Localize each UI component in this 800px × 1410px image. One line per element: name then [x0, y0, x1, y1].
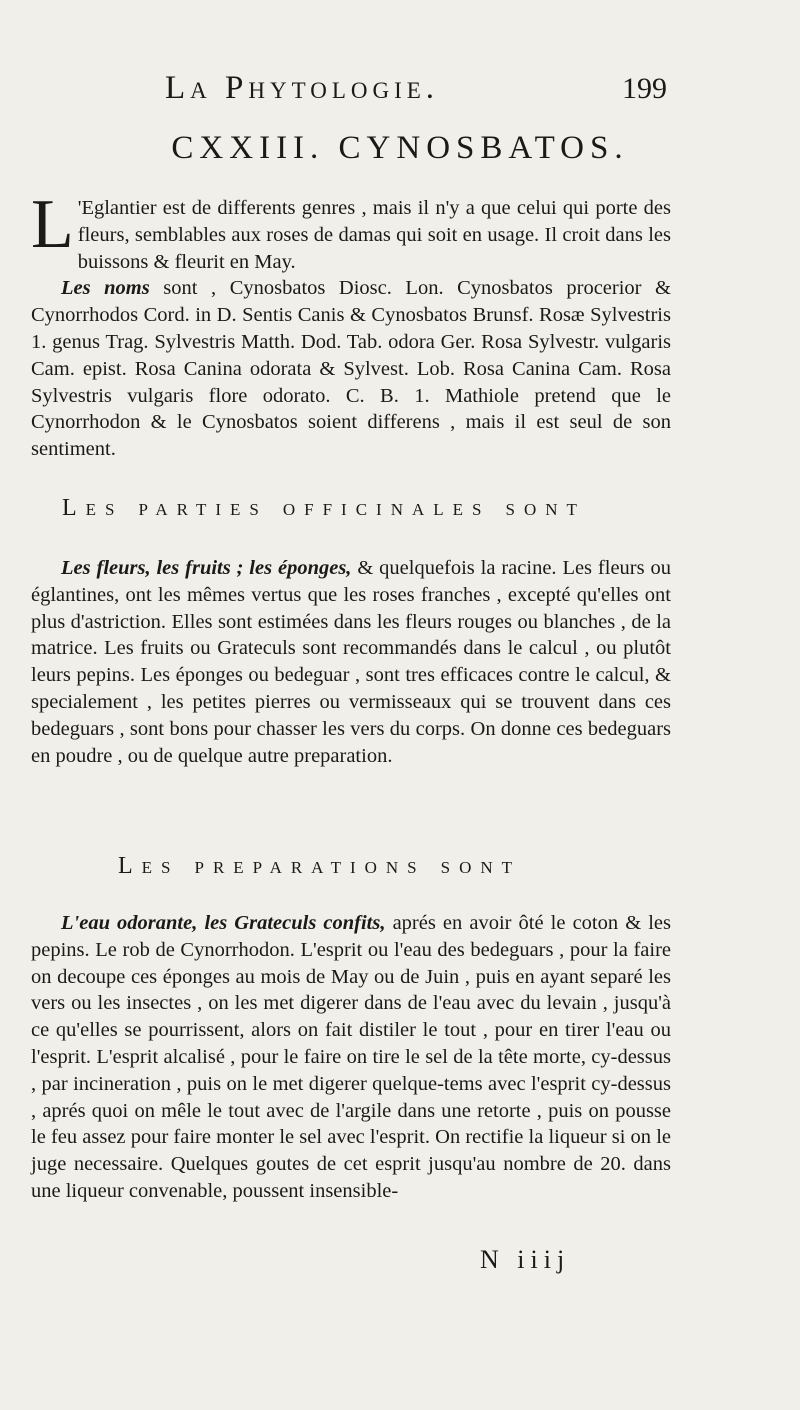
parties-text: & quelquefois la racine. Les fleurs ou églantines, ont les mêmes vertus que les roses franches , excepté qu'elles ont plus d'astriction. Elles sont estimées dans les fleurs rouges ou blanches , de la matrice. Les fruits ou Grateculs sont recommandés dans le calcul , ou plutôt leurs pepins. Les éponges ou bedeguar , sont tres efficaces contre le calcul, & specialement , les petites pierres ou vermisseaux qui se trouvent dans ces bedeguars , sont bons pour chasser les vers du corps. On donne ces bedeguars en poudre , ou de quelque autre preparation.: [31, 557, 671, 767]
intro-section: [31, 186, 671, 463]
parties-paragraph: [31, 555, 671, 769]
preparations-text: aprés en avoir ôté le coton & les pepins. Le rob de Cynorrhodon. L'esprit ou l'eau des bedeguars , pour la faire on decoupe ces éponges au mois de May ou de Juin , puis en ayant separé les vers ou les insectes , on les met digerer dans de l'eau avec du levain , jusqu'à ce qu'elles se pourrissent, alors on fait distiler le tout , pour en tirer l'eau ou l'esprit. L'esprit alcalisé , pour le faire on tire le sel de la tête morte, cy-dessus , par incineration , puis on le met digerer quelque-tems avec l'esprit cy-dessus , aprés quoi on mêle le tout avec de l'argile dans une retorte , puis on pousse le feu assez pour faire monter le sel avec l'esprit. On rectifie la liqueur si on le juge necessaire. Quelques goutes de cet esprit jusqu'au nombre de 20. dans une liqueur convenable, poussent insensible-: [31, 912, 672, 1202]
names-text: sont , Cynosbatos Diosc. Lon. Cynosbatos procerior & Cynorrhodos Cord. in D. Sentis Canis & Cynosbatos Brunsf. Rosæ Sylvestris 1. genus Trag. Sylvestris Matth. Dod. Tab. odora Ger. Rosa Sylvestr. vulgaris Cam. epist. Rosa Canina odorata & Sylvest. Lob. Rosa Canina Cam. Rosa Sylvestris vulgaris flore odorato. C. B. 1. Mathiole pretend que le Cynorrhodon & le Cynosbatos soient differens , mais il est seul de son sentiment.: [31, 277, 671, 461]
preparations-paragraph: [31, 910, 671, 1205]
preparations-lead: L'eau odorante, les Grateculs confits,: [61, 912, 386, 934]
names-label: Les noms: [61, 277, 150, 300]
drop-cap: L: [31, 186, 74, 263]
chapter-title: CXXIII. CYNOSBATOS.: [171, 130, 629, 166]
parties-lead: Les fleurs, les fruits ; les éponges,: [61, 557, 352, 579]
preparations-section: [31, 910, 671, 1205]
intro-paragraph: [31, 186, 671, 275]
parties-section: [31, 555, 671, 769]
section-heading-preparations: Les preparations sont: [118, 853, 522, 879]
page-number: 199: [622, 72, 667, 105]
intro-text: 'Eglantier est de differents genres , mais il n'y a que celui qui porte des fleurs, semblables aux roses de damas qui soit en usage. Il croit dans les buissons & fleurit en May.: [77, 197, 671, 273]
names-paragraph: [31, 275, 671, 463]
signature-mark: N iiij: [480, 1245, 571, 1274]
running-title: La Phytologie.: [165, 70, 440, 106]
section-heading-parties: Les parties officinales sont: [62, 495, 586, 521]
page-header: [0, 70, 800, 110]
